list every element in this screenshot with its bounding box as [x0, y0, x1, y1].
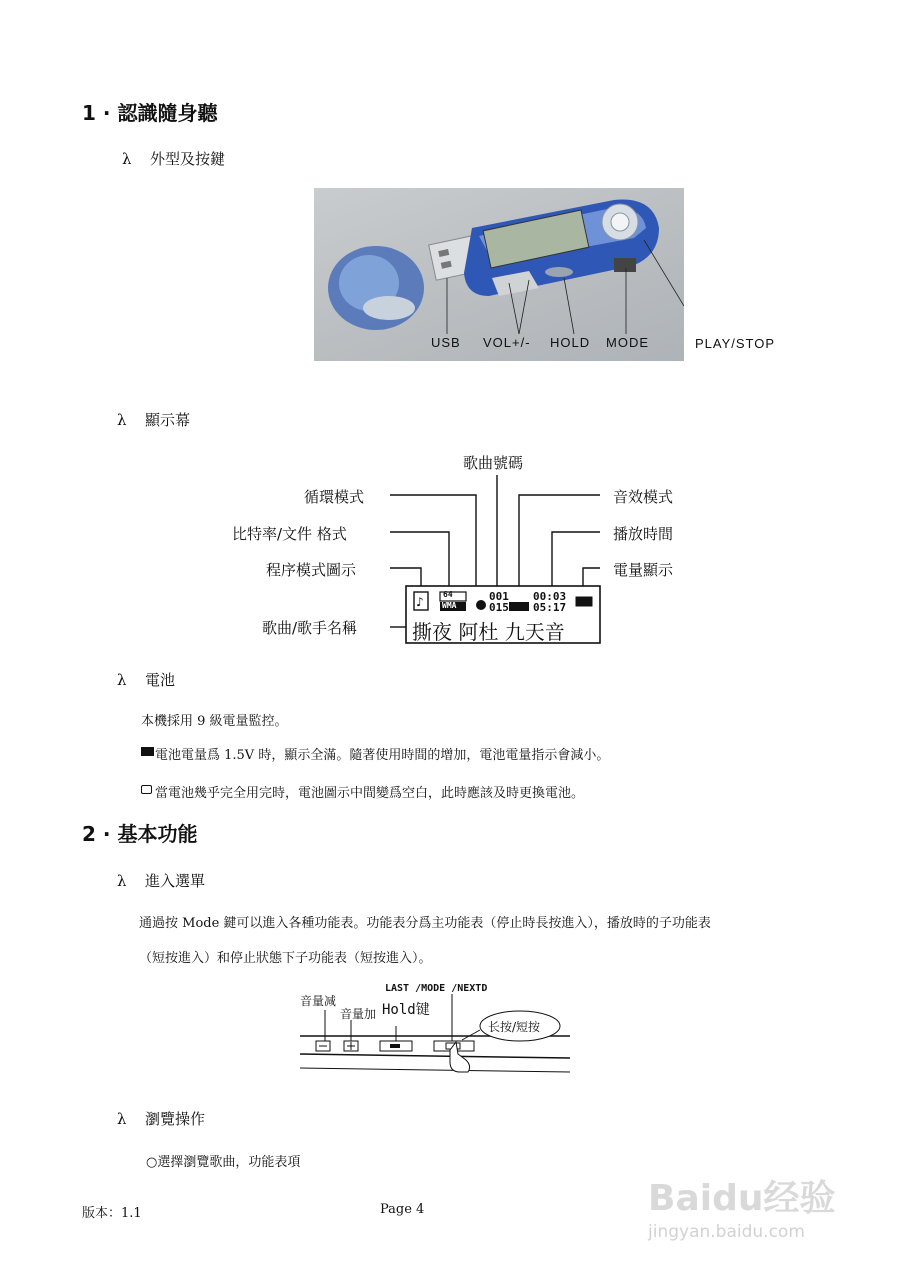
program-icon-label: 程序模式圖示	[266, 561, 357, 579]
lcd-time: 00:03	[533, 590, 567, 603]
baidu-watermark-url: jingyan.baidu.com	[648, 1222, 805, 1242]
song-artist-label: 歌曲/歌手名稱	[262, 619, 358, 637]
play-stop-label: PLAY/STOP	[695, 336, 776, 351]
play-time-label: 播放時間	[613, 525, 674, 543]
lcd-format: WMA	[442, 601, 457, 610]
song-number-label: 歌曲號碼	[463, 454, 524, 472]
vol-down-label: 音量减	[300, 994, 337, 1008]
shape-heading	[122, 148, 225, 169]
bitrate-format-label: 比特率/文件 格式	[232, 525, 347, 543]
battery-paragraph-2: 電池電量爲 1.5V 時，顯示全滿。隨著使用時間的增加，電池電量指示會減小。	[155, 748, 610, 763]
browse-paragraph-1: ○選擇瀏覽歌曲，功能表項	[146, 1155, 301, 1170]
lcd-bitrate: 64	[443, 590, 453, 599]
section-1-title: 1 · 認識隨身聽	[82, 101, 218, 125]
lcd-total: 015	[489, 601, 509, 614]
footer-version: 版本：1.1	[82, 1206, 142, 1221]
lcd-track: 001	[489, 590, 509, 603]
battery-full-icon	[141, 747, 154, 756]
menu-diagram-top-label: LAST /MODE /NEXTD	[385, 983, 488, 994]
long-short-press-label: 长按/短按	[488, 1020, 541, 1034]
bullet-icon: λ	[117, 1110, 127, 1128]
hold-label: HOLD	[550, 335, 591, 350]
battery-paragraph-1: 本機採用 9 級電量監控。	[141, 714, 288, 729]
usb-label: USB	[431, 335, 461, 350]
bullet-icon: λ	[117, 411, 127, 429]
display-heading	[117, 409, 190, 430]
display-heading-text: 顯示幕	[145, 411, 191, 429]
section-2-title: 2 · 基本功能	[82, 822, 198, 846]
browse-heading-text: 瀏覽操作	[145, 1110, 206, 1128]
menu-paragraph-2: （短按進入）和停止狀態下子功能表（短按進入）。	[139, 951, 432, 966]
hold-key-label: Hold键	[382, 1002, 430, 1018]
lcd-total-time: 05:17	[533, 601, 567, 614]
battery-display-label: 電量顯示	[613, 561, 674, 579]
shape-heading-text: 外型及按鍵	[150, 150, 226, 168]
browse-heading	[117, 1108, 205, 1129]
lcd-song-line: 撕夜 阿杜 九天音	[412, 620, 565, 644]
baidu-watermark-logo: Baidu经验	[648, 1178, 836, 1219]
loop-mode-label: 循環模式	[304, 488, 365, 506]
vol-up-label: 音量加	[340, 1007, 377, 1021]
mode-label: MODE	[606, 335, 649, 350]
battery-paragraph-3: 當電池幾乎完全用完時，電池圖示中間變爲空白，此時應該及時更換電池。	[155, 786, 585, 801]
battery-empty-icon	[141, 785, 152, 794]
svg-text:♪: ♪	[416, 595, 424, 609]
menu-paragraph-1: 通過按 Mode 鍵可以進入各種功能表。功能表分爲主功能表（停止時長按進入），播放時的子功能表	[139, 916, 711, 931]
menu-heading	[117, 870, 205, 891]
vol-label: VOL+/-	[483, 335, 531, 350]
bullet-icon: λ	[122, 150, 132, 168]
eq-mode-label: 音效模式	[613, 488, 674, 506]
battery-heading	[117, 669, 175, 690]
battery-heading-text: 電池	[145, 671, 176, 689]
footer-page: Page 4	[380, 1202, 425, 1217]
bullet-icon: λ	[117, 671, 127, 689]
bullet-icon: λ	[117, 872, 127, 890]
menu-heading-text: 進入選單	[145, 872, 206, 890]
